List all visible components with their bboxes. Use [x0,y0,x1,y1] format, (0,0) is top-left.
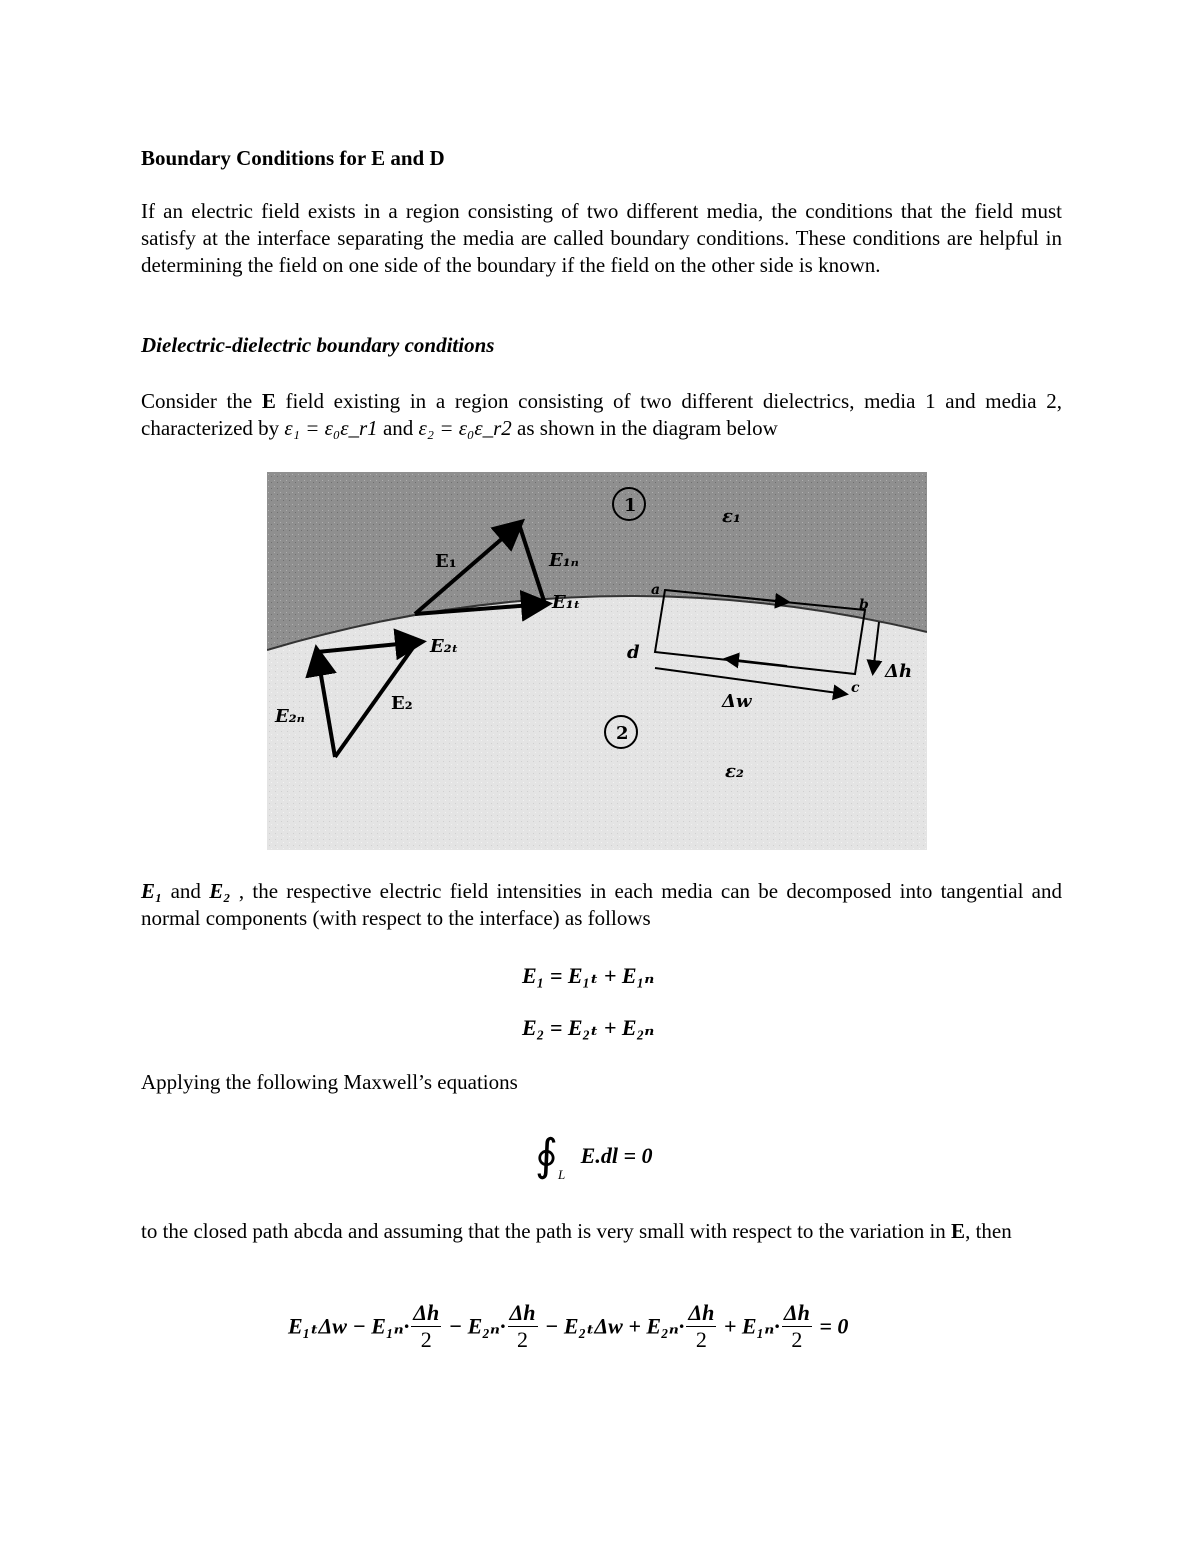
e1-label: E₁ [435,551,457,572]
e2-label: E₂ [391,693,413,714]
e2t-label: E₂ₜ [430,636,459,657]
fraction: $\frac{\Delta h}{2}$ [783,1300,810,1352]
decompose-paragraph: E₁ and E₂ , the respective electric field intensities in each media can be decomposed into tangential and normal components (with respect to the interface) as follows [141,879,1062,930]
section-title: Boundary Conditions for E and D [141,146,445,170]
dh-label: Δh [885,661,913,682]
equation-e2-decomposition: E₂ = E₂ₜ + E₂ₙ [522,1015,655,1040]
boundary-diagram [267,472,927,850]
e1t-label: E₁ₜ [552,592,581,613]
corner-d-label: d [627,642,640,663]
contour-integral-icon: ∮ [535,1131,558,1180]
region-2-label: 2 [616,723,629,744]
equation-e1-decomposition: E₁ = E₁ₜ + E₁ₙ [522,963,655,988]
final-equation: E₁ₜΔw − E₁ₙ· $\frac{\Delta h}{2}$ − E₂ₙ· $\frac{\Delta h}{2}$ − E₂ₜΔw + E₂ₙ· $\frac{\Delta h}{2}$ + E₁ₙ· $\frac{\Delta h}{2}$ = 0 [288,1300,849,1352]
fraction: $\frac{\Delta h}{2}$ [688,1300,715,1352]
intro-paragraph: If an electric field exists in a region consisting of two different media, the conditions that the field must satisfy at the interface separating the media are called boundary conditions. These conditions are helpful in determining the field on one side of the boundary if the field on the other side is known. [141,199,1062,277]
closed-path-paragraph: to the closed path abcda and assuming that the path is very small with respect to the variation in E, then [141,1219,1012,1243]
consider-paragraph: Consider the E field existing in a region consisting of two different dielectrics, media 1 and media 2, characterized by ε₁ = ε₀ε_r1 and ε₂ = ε₀ε_r2 as shown in the diagram below [141,389,1062,440]
eps1-label: ε₁ [722,506,741,527]
applying-paragraph: Applying the following Maxwell’s equations [141,1070,518,1094]
fraction: $\frac{\Delta h}{2}$ [413,1300,440,1352]
corner-c-label: c [851,680,860,696]
region-1-label: 1 [624,495,637,516]
corner-a-label: a [651,582,661,598]
eps1-definition: ε₁ = ε₀ε_r1 [284,416,378,440]
dw-label: Δw [722,691,752,712]
maxwell-equation: $∮_L$ E.dl = 0 [535,1131,653,1182]
eps2-definition: ε₂ = ε₀ε_r2 [418,416,512,440]
corner-b-label: b [859,597,869,613]
fraction: $\frac{\Delta h}{2}$ [509,1300,536,1352]
e1n-label: E₁ₙ [549,550,579,571]
subsection-title: Dielectric-dielectric boundary conditions [141,333,495,357]
e2n-label: E₂ₙ [275,706,305,727]
eps2-label: ε₂ [725,761,744,782]
